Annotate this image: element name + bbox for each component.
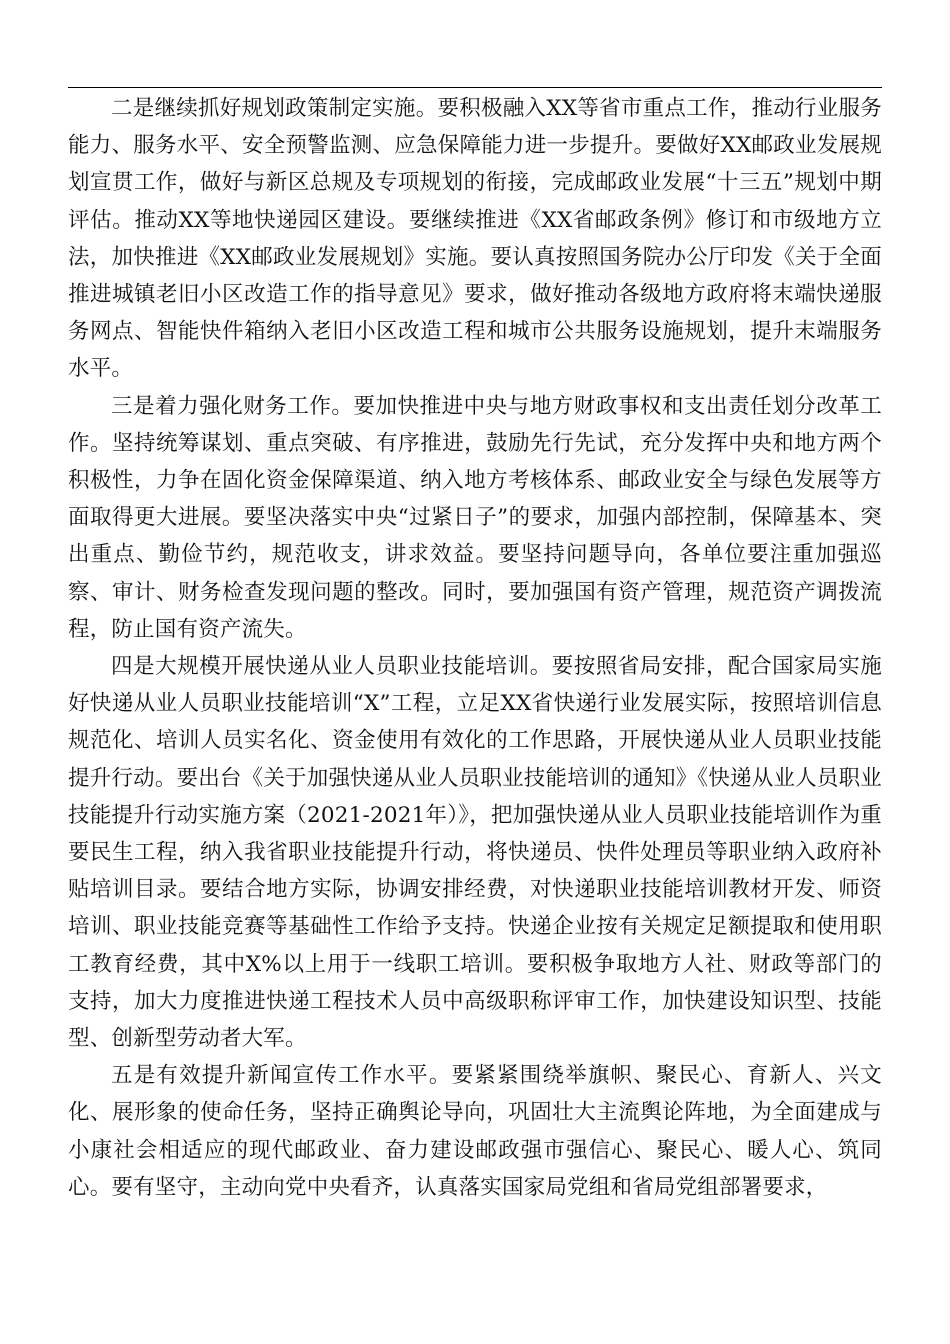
paragraph-skills-training: 四是大规模开展快递从业人员职业技能培训。要按照省局安排，配合国家局实施好快递从业人员职业技能培训“X”工程，立足XX省快递行业发展实际，按照培训信息规范化、培训人员实名化、资金使用有效化的工作思路，开展快递从业人员职业技能提升行动。要出台《关于加强快递从业人员职业技能培训的通知》《快递从业人员职业技能提升行动实施方案（2021-2021年）》，把加强快递从业人员职业技能培训作为重要民生工程，纳入我省职业技能提升行动，将快递员、快件处理员等职业纳入政府补贴培训目录。要结合地方实际，协调安排经费，对快递职业技能培训教材开发、师资培训、职业技能竞赛等基础性工作给予支持。快递企业按有关规定足额提取和使用职工教育经费，其中X%以上用于一线职工培训。要积极争取地方人社、财政等部门的支持，加大力度推进快递工程技术人员中高级职称评审工作，加快建设知识型、技能型、创新型劳动者大军。	[68, 654, 882, 1052]
paragraph-news-publicity: 五是有效提升新闻宣传工作水平。要紧紧围绕举旗帜、聚民心、育新人、兴文化、展形象的使命任务，坚持正确舆论导向，巩固壮大主流舆论阵地，为全面建成与小康社会相适应的现代邮政业、奋力建设邮政强市强信心、聚民心、暖人心、筑同心。要有坚守，主动向党中央看齐，认真落实国家局党组和省局党组部署要求，	[68, 1063, 882, 1200]
paragraph-planning-policy: 二是继续抓好规划政策制定实施。要积极融入XX等省市重点工作，推动行业服务能力、服务水平、安全预警监测、应急保障能力进一步提升。要做好XX邮政业发展规划宣贯工作，做好与新区总规及专项规划的衔接，完成邮政业发展“十三五”规划中期评估。推动XX等地快递园区建设。要继续推进《XX省邮政条例》修订和市级地方立法，加快推进《XX邮政业发展规划》实施。要认真按照国务院办公厅印发《关于全面推进城镇老旧小区改造工作的指导意见》要求，做好推动各级地方政府将末端快递服务网点、智能快件箱纳入老旧小区改造工程和城市公共服务设施规划，提升末端服务水平。	[68, 96, 882, 382]
paragraph-finance-work: 三是着力强化财务工作。要加快推进中央与地方财政事权和支出责任划分改革工作。坚持统筹谋划、重点突破、有序推进，鼓励先行先试，充分发挥中央和地方两个积极性，力争在固化资金保障渠道、纳入地方考核体系、邮政业安全与绿色发展等方面取得更大进展。要坚决落实中央“过紧日子”的要求，加强内部控制，保障基本、突出重点、勤俭节约，规范收支，讲求效益。要坚持问题导向，各单位要注重加强巡察、审计、财务检查发现问题的整改。同时，要加强国有资产管理，规范资产调拨流程，防止国有资产流失。	[68, 393, 882, 642]
document-body	[68, 90, 882, 1206]
header-rule	[68, 87, 882, 88]
